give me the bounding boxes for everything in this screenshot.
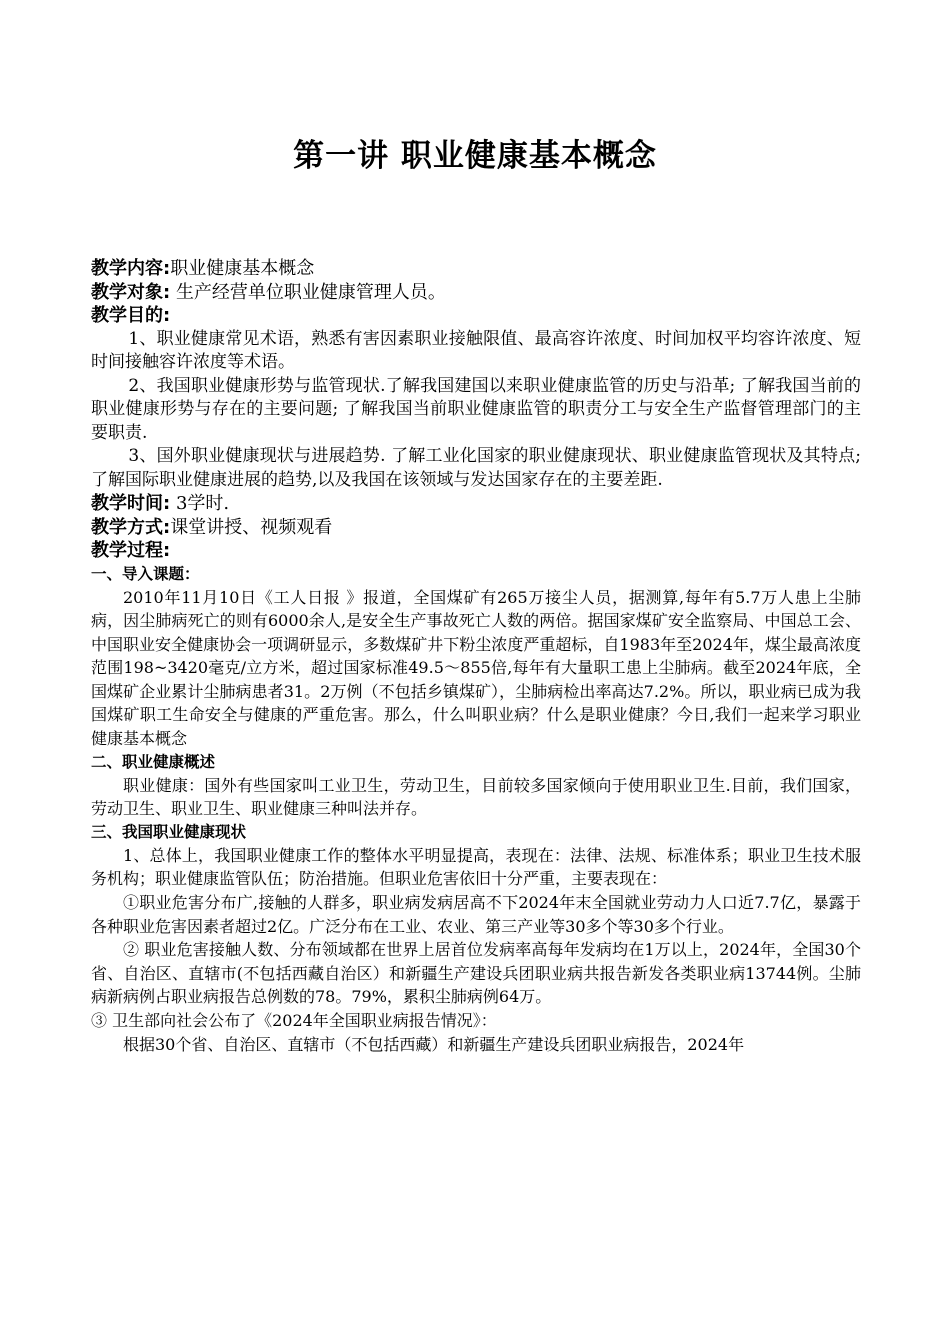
teaching-goal-field xyxy=(91,304,861,328)
teaching-content-label: 教学内容: xyxy=(91,258,171,279)
section-intro-paragraph: 2010年11月10日《工人日报 》报道，全国煤矿有265万接尘人员，据测算,每年有5.7万人患上尘肺病，因尘肺病死亡的则有6000余人,是安全生产事故死亡人数的两倍。据国家煤矿安全监察局、中国总工会、中国职业安全健康协会一项调研显示，多数煤矿井下粉尘浓度严重超标，自1983年至2024年，煤尘最高浓度范围198~3420毫克/立方米，超过国家标准49.5～855倍,每年有大量职工患上尘肺病。截至2024年底，全国煤矿企业累计尘肺病患者31。2万例（不包括乡镇煤矿），尘肺病检出率高达7.2%。所以，职业病已成为我国煤矿职工生命安全与健康的严重危害。那么，什么叫职业病？什么是职业健康？今日,我们一起来学习职业健康基本概念 xyxy=(91,587,861,749)
section-status-paragraph-4: ③ 卫生部向社会公布了《2024年全国职业病报告情况》： xyxy=(91,1011,497,1030)
section-status-paragraph-2: ①职业危害分布广,接触的人群多，职业病发病居高不下2024年末全国就业劳动力人口近7.7亿，暴露于各种职业危害因素者超过2亿。广泛分布在工业、农业、第三产业等30多个等30多个行业。 xyxy=(91,893,861,936)
teaching-time-field xyxy=(91,492,861,516)
section-status-paragraph-5: 根据30个省、自治区、直辖市（不包括西藏）和新疆生产建设兵团职业病报告，2024年 xyxy=(123,1034,745,1054)
teaching-content-value: 职业健康基本概念 xyxy=(170,258,315,279)
teaching-audience-value: 生产经营单位职业健康管理人员。 xyxy=(175,281,446,303)
teaching-process-label: 教学过程: xyxy=(91,540,171,561)
teaching-audience-field xyxy=(91,281,861,305)
teaching-method-label: 教学方式: xyxy=(91,516,171,538)
teaching-time-value: 3学时. xyxy=(175,493,230,514)
section-status-paragraph-1: 1、总体上，我国职业健康工作的整体水平明显提高，表现在：法律、法规、标准体系；职业卫生技术服务机构；职业健康监管队伍；防治措施。但职业危害依旧十分严重，主要表现在： xyxy=(91,845,861,889)
goal-item-3: 3、国外职业健康现状与进展趋势. 了解工业化国家的职业健康现状、职业健康监管现状及其特点; 了解国际职业健康进展的趋势,以及我国在该领域与发达国家存在的主要差距. xyxy=(91,446,861,490)
section-overview-paragraph: 职业健康：国外有些国家叫工业卫生，劳动卫生，目前较多国家倾向于使用职业卫生.目前，我们国家，劳动卫生、职业卫生、职业健康三种叫法并存。 xyxy=(91,775,861,819)
teaching-content-field xyxy=(91,257,861,281)
teaching-audience-label: 教学对象: xyxy=(91,281,171,303)
teaching-goal-label: 教学目的: xyxy=(91,305,171,326)
goal-item-1: 1、职业健康常见术语，熟悉有害因素职业接触限值、最高容许浓度、时间加权平均容许浓度、短时间接触容许浓度等术语。 xyxy=(91,328,861,372)
document-body xyxy=(91,257,861,1056)
section-heading-intro: 一、导入课题： xyxy=(91,564,200,583)
teaching-method-field xyxy=(91,516,861,540)
section-heading-status: 三、我国职业健康现状 xyxy=(91,822,247,841)
teaching-time-label: 教学时间: xyxy=(91,493,171,514)
section-status-paragraph-3: ② 职业危害接触人数、分布领域都在世界上居首位发病率高每年发病均在1万以上，2024年，全国30个省、自治区、直辖市(不包括西藏自治区）和新疆生产建设兵团职业病共报告新发各类职业病13744例。尘肺病新病例占职业病报告总例数的78。79%，累积尘肺病例64万。 xyxy=(91,940,861,1007)
section-heading-overview: 二、职业健康概述 xyxy=(91,752,216,771)
goal-item-2: 2、我国职业健康形势与监管现状.了解我国建国以来职业健康监管的历史与沿革; 了解我国当前的职业健康形势与存在的主要问题; 了解我国当前职业健康监管的职责分工与安全生产监督管理部门的主要职责. xyxy=(91,375,861,443)
teaching-method-value: 课堂讲授、视频观看 xyxy=(170,516,333,538)
teaching-process-field xyxy=(91,539,861,563)
page-title: 第一讲 职业健康基本概念 xyxy=(293,138,657,174)
